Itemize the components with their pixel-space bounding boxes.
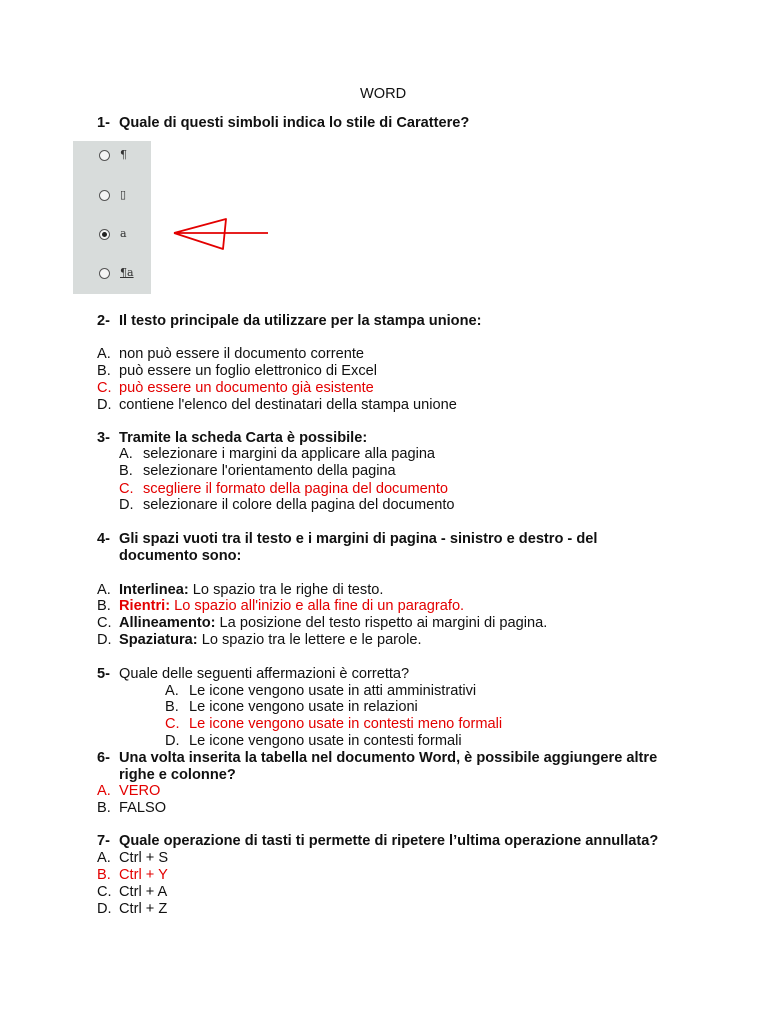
q7-option-c-text: Ctrl + A — [119, 884, 168, 900]
question-2-number: 2- — [97, 313, 110, 329]
q2-option-b-letter: B. — [97, 363, 111, 379]
q4-option-c-text: La posizione del testo rispetto ai margini di pagina. — [215, 615, 548, 631]
q3-option-a-letter: A. — [119, 446, 133, 462]
q2-option-c-letter: C. — [97, 380, 112, 396]
q4-option-d-text: Lo spazio tra le lettere e le parole. — [197, 632, 422, 648]
q7-option-a-letter: A. — [97, 850, 111, 866]
q2-option-d-text: contiene l'elenco del destinatari della stampa unione — [119, 397, 457, 413]
question-2-text: Il testo principale da utilizzare per la stampa unione: — [119, 313, 482, 329]
q3-option-a-text: selezionare i margini da applicare alla pagina — [143, 446, 436, 462]
q3-option-c-letter: C. — [119, 481, 134, 497]
q2-option-c-text: può essere un documento già esistente — [119, 380, 374, 396]
q6-option-b-letter: B. — [97, 800, 111, 816]
q4-option-b — [119, 598, 464, 615]
q4-option-a-letter: A. — [97, 582, 111, 598]
question-6-number: 6- — [97, 750, 110, 766]
question-4-text-line1: Gli spazi vuoti tra il testo e i margini di pagina - sinistro e destro - del — [119, 531, 598, 547]
radio-character-style[interactable] — [99, 229, 110, 240]
radio-table-style[interactable] — [99, 190, 110, 201]
question-4-number: 4- — [97, 531, 110, 547]
question-5-number: 5- — [97, 666, 110, 682]
radio-linked-style[interactable] — [99, 268, 110, 279]
q4-option-c — [119, 615, 547, 632]
q5-option-a-text: Le icone vengono usate in atti amministrativi — [189, 683, 477, 699]
q7-option-d-text: Ctrl + Z — [119, 901, 168, 917]
question-4-text-line2: documento sono: — [119, 548, 242, 564]
style-symbol-picker — [73, 141, 151, 294]
q4-option-a-text: Lo spazio tra le righe di testo. — [188, 582, 384, 598]
q5-option-c-letter: C. — [165, 716, 180, 732]
question-3-number: 3- — [97, 430, 110, 446]
q3-option-c-text: scegliere il formato della pagina del documento — [143, 481, 449, 497]
q2-option-a-text: non può essere il documento corrente — [119, 346, 365, 362]
q7-option-a-text: Ctrl + S — [119, 850, 169, 866]
q6-option-a-text: VERO — [119, 783, 161, 799]
q6-option-b-text: FALSO — [119, 800, 167, 816]
q3-option-d-text: selezionare il colore della pagina del documento — [143, 497, 455, 513]
q2-option-d-letter: D. — [97, 397, 112, 413]
radio-paragraph-style[interactable] — [99, 150, 110, 161]
q4-option-a — [119, 582, 383, 599]
question-6-text-line2: righe e colonne? — [119, 767, 236, 783]
red-arrow-icon — [170, 215, 274, 255]
question-6-text-line1: Una volta inserita la tabella nel documento Word, è possibile aggiungere altre — [119, 750, 658, 766]
q5-option-b-text: Le icone vengono usate in relazioni — [189, 699, 418, 715]
q4-option-d-term: Spaziatura: — [119, 632, 198, 648]
q6-option-a-letter: A. — [97, 783, 111, 799]
q2-option-b-text: può essere un foglio elettronico di Excel — [119, 363, 377, 379]
q7-option-b-letter: B. — [97, 867, 111, 883]
q5-option-a-letter: A. — [165, 683, 179, 699]
q5-option-b-letter: B. — [165, 699, 179, 715]
q2-option-a-letter: A. — [97, 346, 111, 362]
q4-option-d — [119, 632, 422, 649]
q3-option-d-letter: D. — [119, 497, 134, 513]
table-style-icon: ▯ — [120, 188, 127, 201]
question-5-text: Quale delle seguenti affermazioni è corretta? — [119, 666, 410, 682]
paragraph-style-icon: ¶ — [120, 148, 127, 161]
q4-option-b-term: Rientri: — [119, 598, 171, 614]
question-7-number: 7- — [97, 833, 110, 849]
question-1-number: 1- — [97, 115, 110, 131]
q3-option-b-letter: B. — [119, 463, 133, 479]
q5-option-d-letter: D. — [165, 733, 180, 749]
q7-option-d-letter: D. — [97, 901, 112, 917]
question-7-text: Quale operazione di tasti ti permette di ripetere l’ultima operazione annullata? — [119, 833, 659, 849]
linked-style-icon: ¶a — [120, 266, 134, 279]
q5-option-c-text: Le icone vengono usate in contesti meno formali — [189, 716, 503, 732]
q5-option-d-text: Le icone vengono usate in contesti formali — [189, 733, 462, 749]
q4-option-c-term: Allineamento: — [119, 615, 216, 631]
question-1-text: Quale di questi simboli indica lo stile di Carattere? — [119, 115, 470, 131]
q4-option-b-letter: B. — [97, 598, 111, 614]
character-style-icon: a — [120, 227, 127, 240]
q3-option-b-text: selezionare l'orientamento della pagina — [143, 463, 396, 479]
q4-option-b-text: Lo spazio all'inizio e alla fine di un paragrafo. — [170, 598, 465, 614]
document-title: WORD — [360, 86, 407, 102]
q4-option-c-letter: C. — [97, 615, 112, 631]
q4-option-a-term: Interlinea: — [119, 582, 189, 598]
q4-option-d-letter: D. — [97, 632, 112, 648]
q7-option-b-text: Ctrl + Y — [119, 867, 168, 883]
q7-option-c-letter: C. — [97, 884, 112, 900]
question-3-text: Tramite la scheda Carta è possibile: — [119, 430, 368, 446]
